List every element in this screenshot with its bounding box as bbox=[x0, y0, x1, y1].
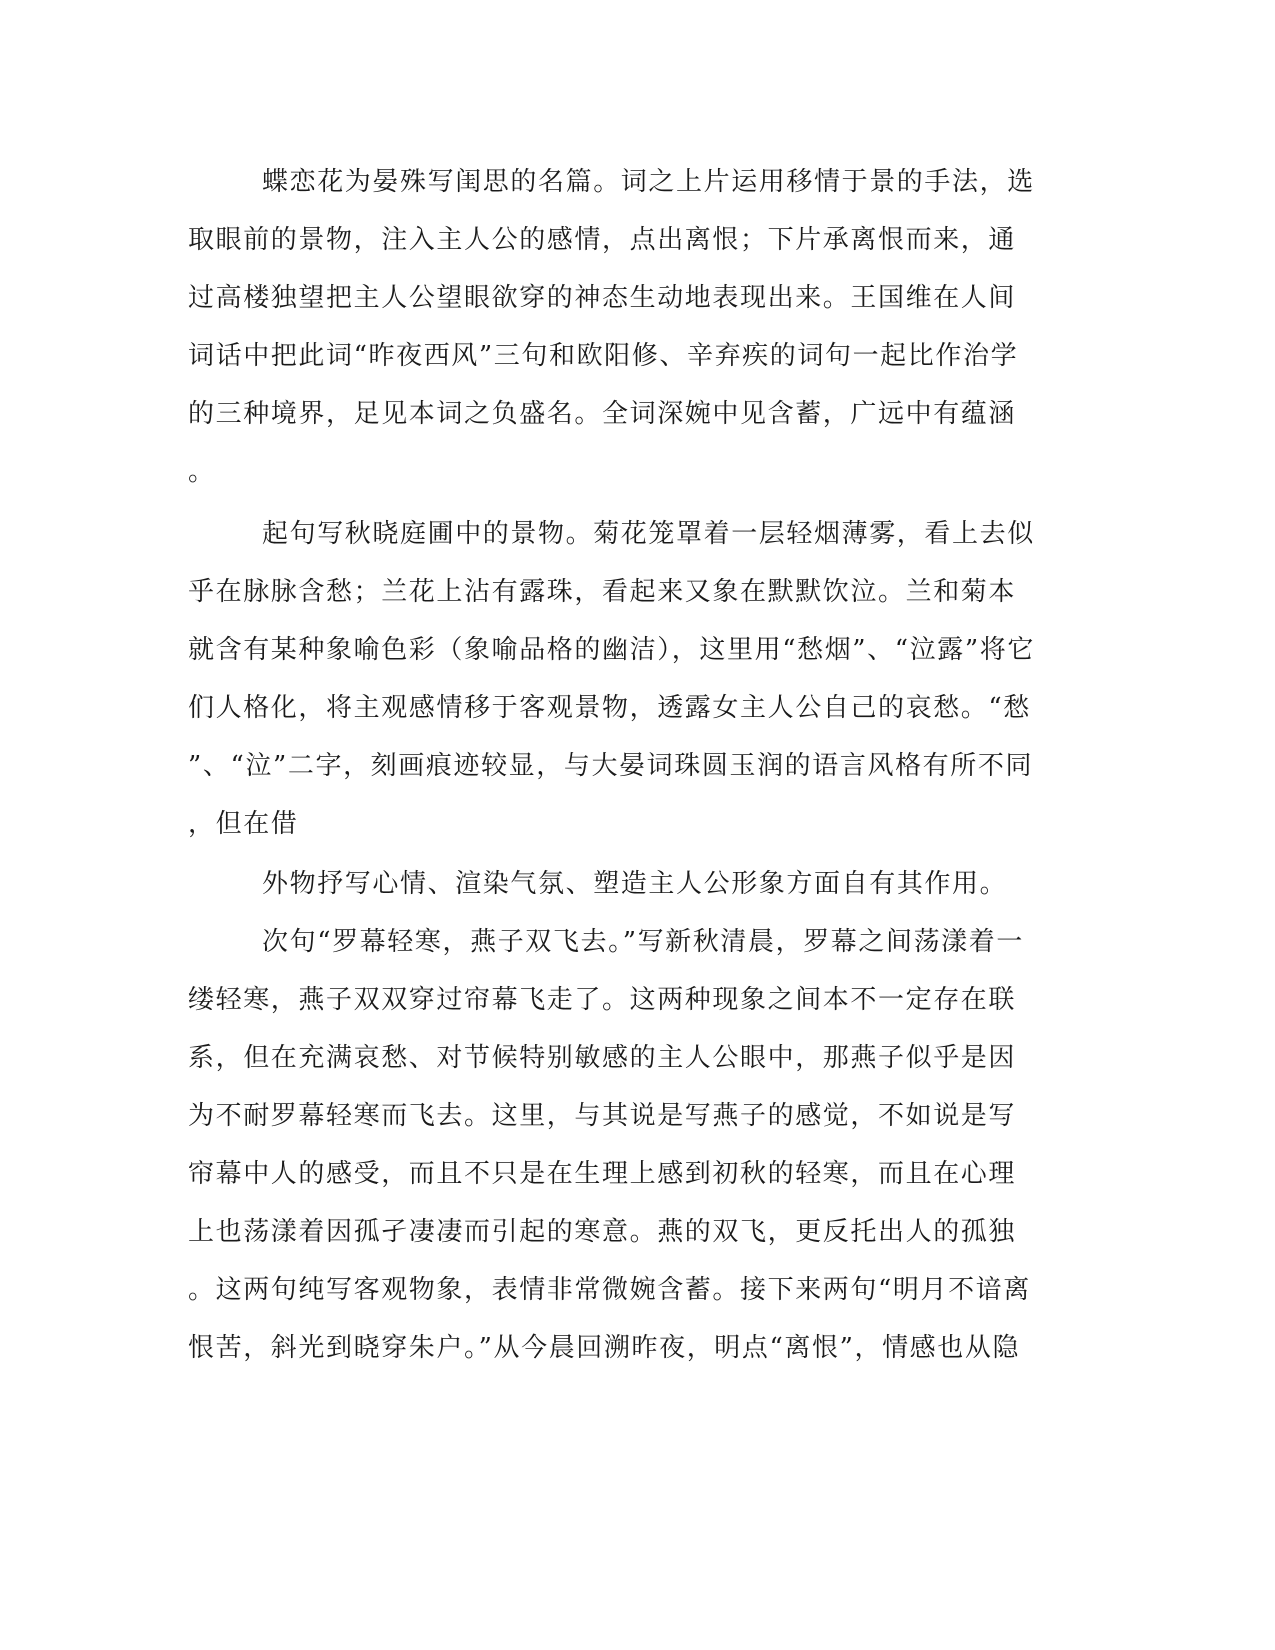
paragraph-4-line-8: 恨苦，斜光到晓穿朱户。”从今晨回溯昨夜，明点“离恨”，情感也从隐 bbox=[188, 1333, 1021, 1363]
paragraph-1-line-4: 词话中把此词“昨夜西风”三句和欧阳修、辛弃疾的词句一起比作治学 bbox=[188, 341, 1019, 371]
paragraph-2-line-5: ”、“泣”二字，刻画痕迹较显，与大晏词珠圆玉润的语言风格有所不同 bbox=[188, 751, 1034, 781]
paragraph-2-line-6: ，但在借 bbox=[188, 809, 299, 839]
paragraph-1-line-2: 取眼前的景物，注入主人公的感情，点出离恨；下片承离恨而来，通 bbox=[188, 225, 1017, 255]
paragraph-1-line-3: 过高楼独望把主人公望眼欲穿的神态生动地表现出来。王国维在人间 bbox=[188, 283, 1017, 313]
paragraph-2-line-1: 起句写秋晓庭圃中的景物。菊花笼罩着一层轻烟薄雾，看上去似 bbox=[262, 519, 1035, 549]
paragraph-4-line-7: 。这两句纯写客观物象，表情非常微婉含蓄。接下来两句“明月不谙离 bbox=[188, 1275, 1031, 1305]
paragraph-4-line-1: 次句“罗幕轻寒，燕子双飞去。”写新秋清晨，罗幕之间荡漾着一 bbox=[262, 927, 1024, 957]
paragraph-4-line-4: 为不耐罗幕轻寒而飞去。这里，与其说是写燕子的感觉，不如说是写 bbox=[188, 1101, 1017, 1131]
paragraph-2-line-3: 就含有某种象喻色彩（象喻品格的幽洁），这里用“愁烟”、“泣露”将它 bbox=[188, 635, 1035, 665]
paragraph-1-line-6: 。 bbox=[188, 457, 216, 487]
paragraph-3-line-1: 外物抒写心情、渲染气氛、塑造主人公形象方面自有其作用。 bbox=[262, 869, 1008, 899]
paragraph-4-line-6: 上也荡漾着因孤孑凄凄而引起的寒意。燕的双飞，更反托出人的孤独 bbox=[188, 1217, 1017, 1247]
paragraph-1-line-1: 蝶恋花为晏殊写闺思的名篇。词之上片运用移情于景的手法，选 bbox=[262, 167, 1035, 197]
paragraph-1-line-5: 的三种境界，足见本词之负盛名。全词深婉中见含蓄，广远中有蕴涵 bbox=[188, 399, 1017, 429]
paragraph-2-line-2: 乎在脉脉含愁；兰花上沾有露珠，看起来又象在默默饮泣。兰和菊本 bbox=[188, 577, 1017, 607]
paragraph-4-line-5: 帘幕中人的感受，而且不只是在生理上感到初秋的轻寒，而且在心理 bbox=[188, 1159, 1017, 1189]
paragraph-2-line-4: 们人格化，将主观感情移于客观景物，透露女主人公自己的哀愁。“愁 bbox=[188, 693, 1031, 723]
paragraph-4-line-3: 系，但在充满哀愁、对节候特别敏感的主人公眼中，那燕子似乎是因 bbox=[188, 1043, 1017, 1073]
paragraph-4-line-2: 缕轻寒，燕子双双穿过帘幕飞走了。这两种现象之间本不一定存在联 bbox=[188, 985, 1017, 1015]
